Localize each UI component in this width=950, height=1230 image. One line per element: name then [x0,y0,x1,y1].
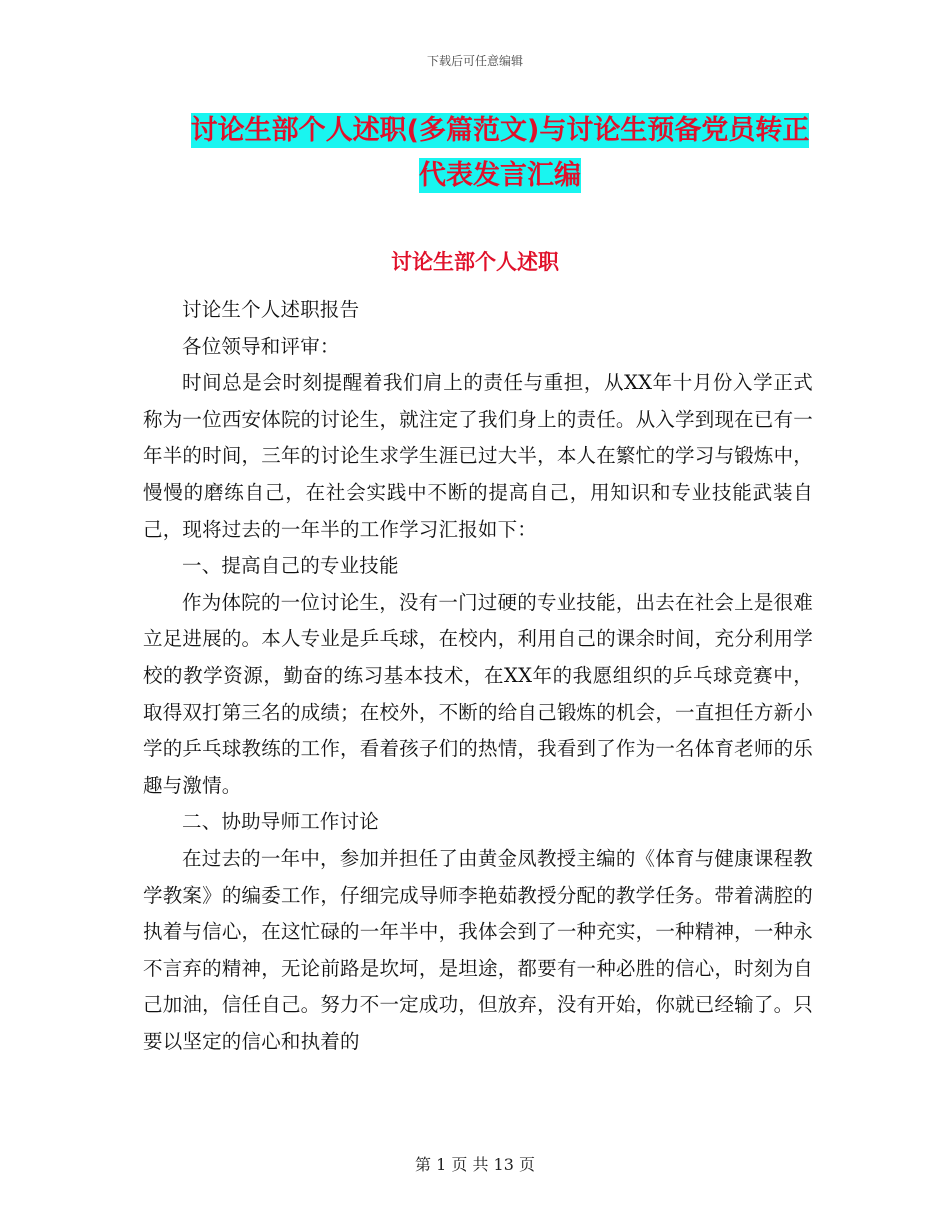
paragraph-report-title: 讨论生个人述职报告 [182,298,360,321]
document-title-line-2: 代表发言汇编 [419,160,581,191]
paragraph-research: 在过去的一年中，参加并担任了由黄金凤教授主编的《体育与健康课程教学教案》的编委工作，仔细完成导师李艳茹教授分配的教学任务。带着满腔的执着与信心，在这忙碌的一年半中，我体会到了一种充实，一种精神，一种永不言弃的精神，无论前路是坎坷，是坦途，都要有一种必胜的信心，时刻为自己加油，信任自己。努力不一定成功，但放弃，没有开始，你就已经输了。只要以坚定的信心和执着的 [143,846,813,1053]
paragraph-skills: 作为体院的一位讨论生，没有一门过硬的专业技能，出去在社会上是很难立足进展的。本人专业是乒乓球，在校内，利用自己的课余时间，充分利用学校的教学资源，勤奋的练习基本技术，在XX年的我愿组织的乒乓球竞赛中，取得双打第三名的成绩；在校外，不断的给自己锻炼的机会，一直担任方新小学的乒乓球教练的工作，看着孩子们的热情，我看到了作为一名体育老师的乐趣与激情。 [143,590,813,797]
header-note: 下载后可任意编辑 [426,54,523,68]
section-title: 讨论生部个人述职 [391,250,559,274]
document-title [150,108,850,198]
paragraph-intro: 时间总是会时刻提醒着我们肩上的责任与重担，从XX年十月份入学正式称为一位西安体院的讨论生，就注定了我们身上的责任。从入学到现在已有一年半的时间，三年的讨论生求学生涯已过大半，本人在繁忙的学习与锻炼中，慢慢的磨练自己，在社会实践中不断的提高自己，用知识和专业技能武装自己，现将过去的一年半的工作学习汇报如下： [143,371,813,541]
paragraph-salutation: 各位领导和评审： [182,334,340,358]
paragraph-heading-2: 二、协助导师工作讨论 [182,810,380,834]
document-title-line-1: 讨论生部个人述职(多篇范文)与讨论生预备党员转正 [190,115,810,146]
page-footer: 第 1 页 共 13 页 [415,1155,535,1174]
paragraph-heading-1: 一、提高自己的专业技能 [182,554,399,578]
document-body [143,292,813,1060]
